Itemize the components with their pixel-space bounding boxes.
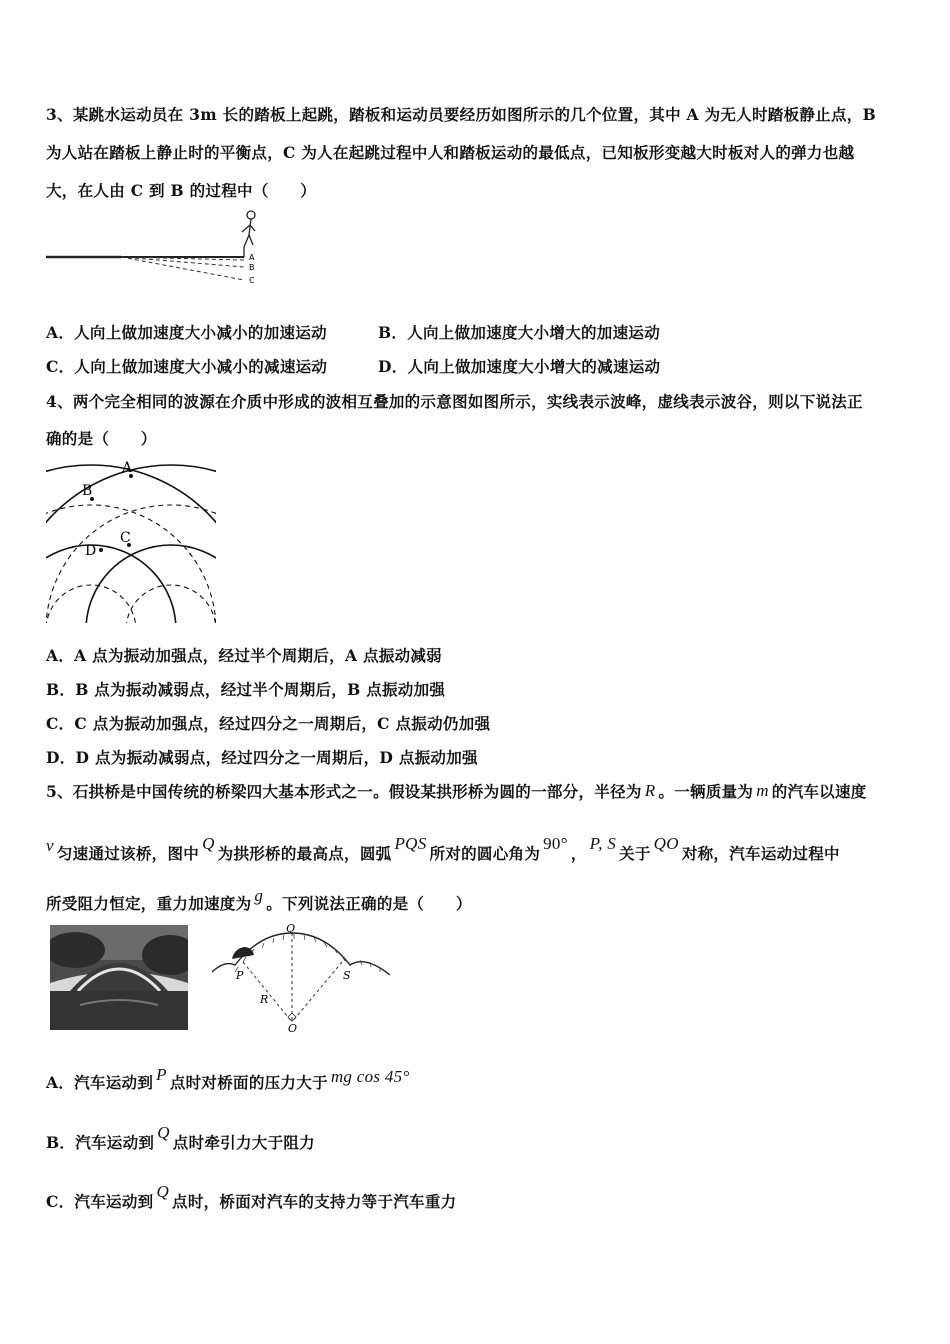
diving-board-figure (46, 205, 276, 295)
label-c: C (120, 530, 131, 546)
q4-option-a[interactable]: A．A 点为振动加强点，经过半个周期后，A 点振动减弱 (46, 646, 442, 665)
wave-interference-figure (46, 455, 216, 625)
q3-option-d[interactable]: D．人向上做加速度大小增大的减速运动 (378, 357, 661, 376)
q4-stem-line1: 4、两个完全相同的波源在介质中形成的波相互叠加的示意图如图所示，实线表示波峰，虚线表示波谷，则以下说法正 (46, 392, 863, 411)
q5-option-a[interactable]: A．汽车运动到 P 点时对桥面的压力大于 mg cos 45° (46, 1065, 410, 1092)
label-a: A (122, 460, 133, 476)
board-position-c (121, 257, 244, 280)
q3-option-b[interactable]: B．人向上做加速度大小增大的加速运动 (378, 323, 661, 342)
stone-bridge-photo (50, 925, 188, 1030)
q5-stem-line2: v 匀速通过该桥，图中Q为拱形桥的最高点，圆弧PQS所对的圆心角为90°，P, S关于QO对称，汽车运动过程中 (46, 834, 840, 863)
label-q: Q (286, 922, 296, 935)
label-p: P (236, 969, 244, 982)
q3-stem-line1: 3、某跳水运动员在 3m 长的踏板上起跳，踏板和运动员要经历如图所示的几个位置，其中 A 为无人时踏板静止点，B (46, 105, 876, 124)
label-r: R (260, 993, 269, 1006)
q5-option-c[interactable]: C．汽车运动到Q点时，桥面对汽车的支持力等于汽车重力 (46, 1182, 457, 1211)
q4-option-c[interactable]: C．C 点为振动加强点，经过四分之一周期后，C 点振动仍加强 (46, 714, 491, 733)
q3-option-c[interactable]: C．人向上做加速度大小减小的减速运动 (46, 357, 328, 376)
label-b: B (82, 483, 93, 499)
label-b: B (249, 263, 255, 272)
q3-option-a[interactable]: A．人向上做加速度大小减小的加速运动 (46, 323, 327, 342)
line-po (243, 962, 292, 1022)
label-a: A (249, 253, 255, 262)
point-d (99, 548, 103, 552)
arch-bridge-diagram (210, 922, 400, 1035)
q3-stem-line3: 大，在人由 C 到 B 的过程中（ ） (46, 181, 317, 200)
q3-stem-line2: 为人站在踏板上静止时的平衡点，C 为人在起跳过程中人和踏板运动的最低点，已知板形变越大时板对人的弹力也越 (46, 143, 855, 162)
line-so (292, 962, 342, 1022)
q5-option-b[interactable]: B．汽车运动到Q点时牵引力大于阻力 (46, 1123, 315, 1152)
label-c: C (249, 276, 255, 285)
q4-option-d[interactable]: D．D 点为振动减弱点，经过四分之一周期后，D 点振动加强 (46, 748, 478, 767)
q4-stem-line2: 确的是（ ） (46, 429, 157, 448)
label-o: O (288, 1022, 298, 1035)
label-d: D (85, 543, 97, 559)
label-s: S (343, 969, 351, 982)
diver-figure (242, 211, 255, 257)
board-position-b (121, 257, 244, 267)
q4-option-b[interactable]: B．B 点为振动减弱点，经过半个周期后，B 点振动加强 (46, 680, 446, 699)
q5-stem-line1: 5、石拱桥是中国传统的桥梁四大基本形式之一。假设某拱形桥为圆的一部分，半径为 R 。一辆质量为 m 的汽车以速度 (46, 781, 867, 801)
q5-stem-line3: 所受阻力恒定，重力加速度为 g 。下列说法正确的是（ ） (46, 886, 472, 913)
